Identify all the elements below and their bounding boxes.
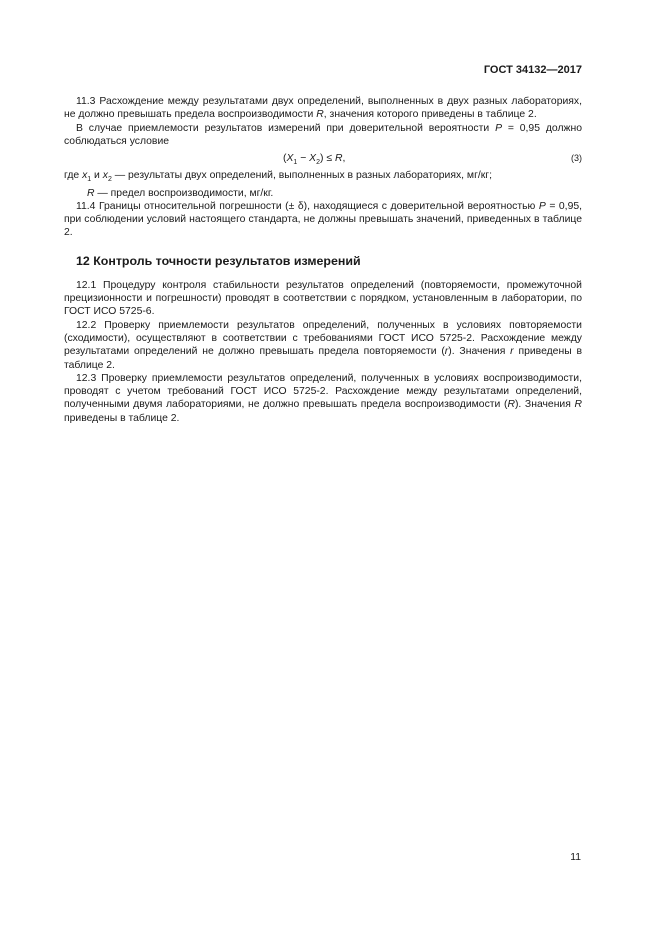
formula-number: (3)	[571, 153, 582, 164]
paragraph-11-4: 11.4 Границы относительной погрешности (± δ), находящиеся с доверительной вероятностью P = 0,95, при соблюдении условий настоящего стандарта, не должны превышать значений, приведенных в таблице 2.	[64, 200, 583, 239]
page-number: 11	[570, 852, 581, 863]
formula-3	[64, 152, 582, 169]
paragraph-12-2: 12.2 Проверку приемлемости результатов определений, полученных в условиях повторяемости (сходимости), осуществляют в соответствии с требованиями ГОСТ ИСО 5725-2. Расхождение между результатами определений не должно превышать предела повторяемости (r). Значения r приведены в таблице 2.	[64, 319, 582, 371]
section-12-title: 12 Контроль точности результатов измерений	[76, 253, 361, 268]
paragraph-12-3: 12.3 Проверку приемлемости результатов определений, полученных в условиях воспроизводимости, проводят с учетом требований ГОСТ ИСО 5725-2. Расхождение между результатами определений, полученными двумя лабораториями, не должно превышать предела воспроизводимости (R). Значения R приведены в таблице 2.	[64, 372, 583, 424]
definition-x: где $x_1$ и $x_2$ — результаты двух определений, выполненных в разных лабораториях, мг/кг;	[64, 170, 492, 184]
paragraph-11-3-condition: В случае приемлемости результатов измерений при доверительной вероятности P = 0,95 должно соблюдаться условие	[64, 122, 582, 147]
page-content	[64, 95, 582, 425]
paragraph-12-1: 12.1 Процедуру контроля стабильности результатов определений (повторяемости, промежуточной прецизионности и погрешности) проводят в соответствии с порядком, установленным в лаборатории, по ГОСТ ИСО 5725-6.	[64, 279, 582, 318]
formula-expression: $(X_1 - X_2) \le R$,	[283, 153, 346, 167]
paragraph-11-3: 11.3 Расхождение между результатами двух определений, выполненных в двух разных лабораториях, не должно превышать предела воспроизводимости R, значения которого приведены в таблице 2.	[64, 96, 582, 121]
formula-definitions	[64, 169, 582, 200]
document-code: ГОСТ 34132—2017	[483, 64, 582, 76]
definition-r: R — предел воспроизводимости, мг/кг.	[87, 187, 274, 199]
